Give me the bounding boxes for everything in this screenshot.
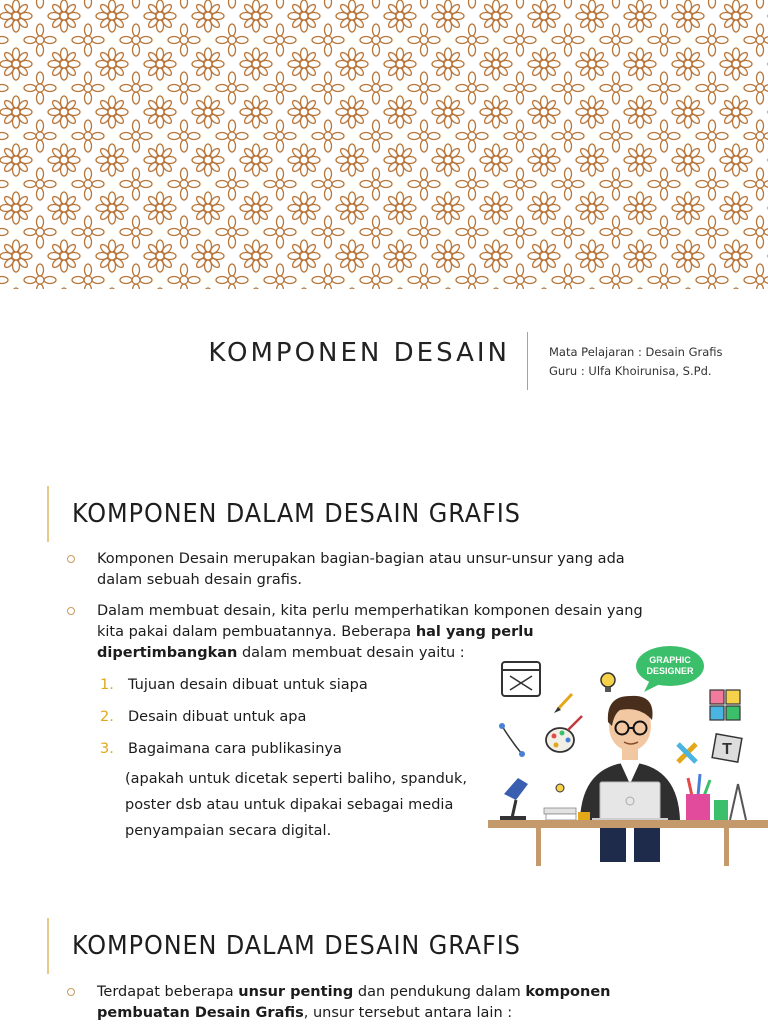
slide2-heading: KOMPONEN DALAM DESAIN GRAFIS: [72, 499, 521, 529]
small-bulb-icon: [556, 784, 564, 792]
svg-text:DESIGNER: DESIGNER: [646, 666, 694, 676]
bullet-text-bold: komponen pembuatan Desain Grafis: [97, 984, 611, 1021]
slide2-bullet-1: [67, 549, 667, 591]
slide3-heading: KOMPONEN DALAM DESAIN GRAFIS: [72, 931, 521, 961]
bullet-text: [97, 982, 667, 1024]
slide3-accent-bar: [47, 918, 49, 974]
item-text: Bagaimana cara publikasinya: [128, 741, 342, 757]
desk-lamp-icon: [500, 778, 528, 821]
graphic-designer-badge: [636, 646, 704, 692]
title-divider: [527, 332, 528, 390]
slide2-accent-bar: [47, 486, 49, 542]
numbered-item-3: [100, 739, 342, 760]
teacher-line: Guru : Ulfa Khoirunisa, S.Pd.: [549, 364, 712, 378]
title-meta: [549, 343, 723, 381]
item-number: 1.: [100, 677, 114, 693]
bullet-text-part: dan pendukung dalam: [353, 984, 526, 1000]
bullet-text-part: Dalam membuat desain, kita perlu memperhatikan komponen desain yang kita pakai dalam pembuatannya. Beberapa: [97, 603, 643, 640]
designer-character: [580, 696, 680, 862]
pencil-cup-icon: [686, 774, 746, 820]
laptop-icon: [592, 782, 668, 822]
text-tool-icon: [712, 734, 742, 762]
presentation-title: KOMPONEN DESAIN: [208, 338, 510, 368]
svg-text:GRAPHIC: GRAPHIC: [649, 655, 691, 665]
slide3-bullet-1: [67, 982, 667, 1024]
bullet-text-bold: unsur penting: [238, 984, 354, 1000]
bullet-text-part: dalam membuat desain yaitu :: [237, 645, 465, 661]
item-number: 2.: [100, 709, 114, 725]
desk: [488, 820, 768, 866]
bullet-circle-icon: [67, 988, 75, 996]
svg-text:T: T: [722, 741, 732, 758]
layout-grid-icon: [710, 690, 740, 720]
bullet-circle-icon: [67, 555, 75, 563]
bullet-circle-icon: [67, 607, 75, 615]
pencil-ruler-icon: [678, 744, 696, 762]
numbered-item-1: [100, 675, 368, 696]
bullet-text-bold: hal yang perlu dipertimbangkan: [97, 624, 534, 661]
brush-icon: [554, 694, 572, 713]
bullet-text-part: Terdapat beberapa: [97, 984, 239, 1000]
publication-note: (apakah untuk dicetak seperti baliho, spanduk, poster dsb atau untuk dipakai sebagai media penyampaian secara digital.: [125, 771, 467, 839]
item-text: Tujuan desain dibuat untuk siapa: [128, 677, 368, 693]
lightbulb-icon: [601, 673, 615, 692]
bullet-text: Komponen Desain merupakan bagian-bagian atau unsur-unsur yang ada dalam sebuah desain grafis.: [97, 551, 625, 588]
item-number: 3.: [100, 741, 114, 757]
palette-icon: [546, 716, 582, 752]
graphic-designer-illustration: [488, 644, 768, 866]
numbered-item-2: [100, 707, 306, 728]
decorative-pattern-banner: [0, 0, 768, 289]
pen-tool-icon: [499, 723, 525, 757]
bullet-text-part: , unsur tersebut antara lain :: [303, 1005, 513, 1021]
subject-line: Mata Pelajaran : Desain Grafis: [549, 345, 723, 359]
browser-window-icon: [502, 662, 540, 696]
item-text: Desain dibuat untuk apa: [128, 709, 307, 725]
